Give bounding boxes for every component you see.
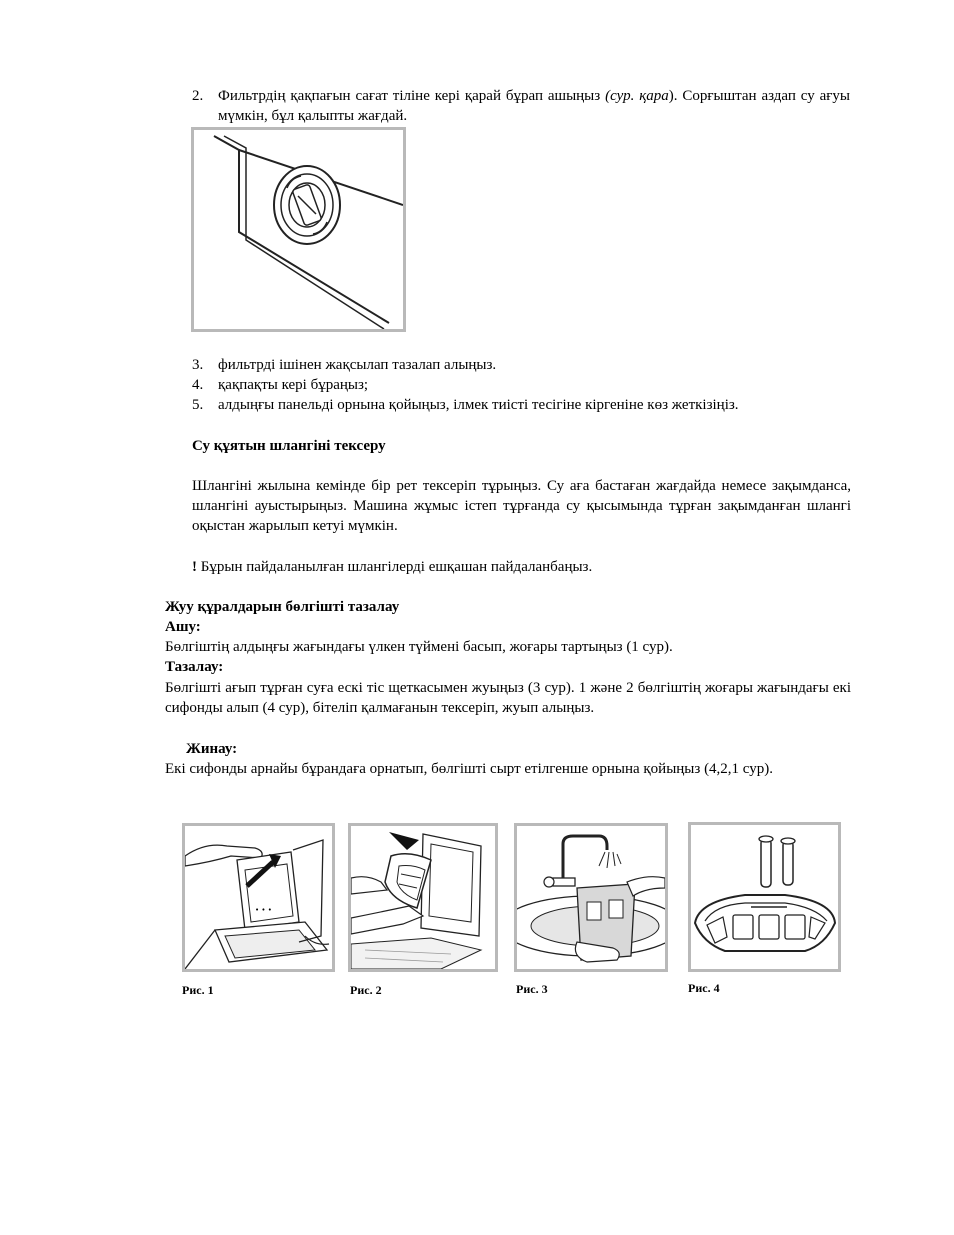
step-5-text: алдыңғы панельді орнына қойыңыз, ілмек тиісті тесігіне кіргеніне көз жеткізіңіз. (218, 397, 739, 413)
dispenser-heading: Жуу құралдарын бөлгішті тазалау (165, 599, 400, 615)
step-3-text: фильтрді ішінен жақсылап тазалап алыңыз. (218, 357, 497, 373)
step-2-text-a: Фильтрдің қақпағын сағат тіліне кері қарай бұрап ашыңыз (218, 88, 606, 104)
figure-4-illustration (688, 822, 841, 972)
step-4-text: қақпақты кері бұраңыз; (218, 377, 369, 393)
clean-text: Бөлгішті ағып тұрған суға ескі тіс щеткасымен жуыңыз (3 сур). 1 және 2 бөлгіштің жоғары жағындағы екі сифонды алып (4 сур), бітеліп қалмағанын тексеріп, жуып алыңыз. (165, 680, 851, 716)
step-2-text (218, 86, 850, 126)
assemble-text: Екі сифонды арнайы бұрандаға орнатып, бөлгішті сырт етілгенше орнына қойыңыз (4,2,1 сур). (165, 761, 774, 777)
list-number: 3. (192, 357, 204, 373)
figure-4-caption: Рис. 4 (688, 981, 720, 995)
open-text: Бөлгіштің алдыңғы жағындағы үлкен түймені басып, жоғары тартыңыз (1 сур). (165, 639, 673, 655)
hose-heading: Су құятын шлангіні тексеру (192, 438, 386, 454)
figure-1-caption: Рис. 1 (182, 983, 214, 997)
warning-text: Бұрын пайдаланылған шлангілерді ешқашан пайдаланбаңыз. (197, 559, 593, 575)
list-number: 2. (192, 88, 204, 104)
figure-3-illustration (514, 823, 668, 972)
step-2-figure-ref: (сур. қара (605, 88, 669, 104)
filter-cap-illustration (191, 127, 406, 332)
figure-1-illustration (182, 823, 335, 972)
hose-paragraph: Шлангіні жылына кемінде бір рет тексеріп тұрыңыз. Су аға бастаған жағдайда немесе зақымданса, шлангіні ауыстырыңыз. Машина жұмыс істеп тұрғанда су қысымында тұрған зақымданған шлангі оқыстан жарылып кетуі мүмкін. (192, 478, 851, 534)
figure-2-caption: Рис. 2 (350, 983, 382, 997)
step-2-text-b: ). Сорғыштан аздап су ағуы мүмкін, бұл қалыпты жағдай. (218, 88, 851, 124)
hose-warning (192, 557, 592, 577)
svg-text:• • •: • • • (255, 906, 272, 914)
assemble-label: Жинау: (186, 741, 238, 757)
figure-2-illustration (348, 823, 498, 972)
clean-label: Тазалау: (165, 659, 224, 675)
open-label: Ашу: (165, 619, 201, 635)
list-number: 4. (192, 377, 204, 393)
list-number: 5. (192, 397, 204, 413)
figure-3-caption: Рис. 3 (516, 982, 548, 996)
warning-mark: ! (192, 559, 197, 575)
